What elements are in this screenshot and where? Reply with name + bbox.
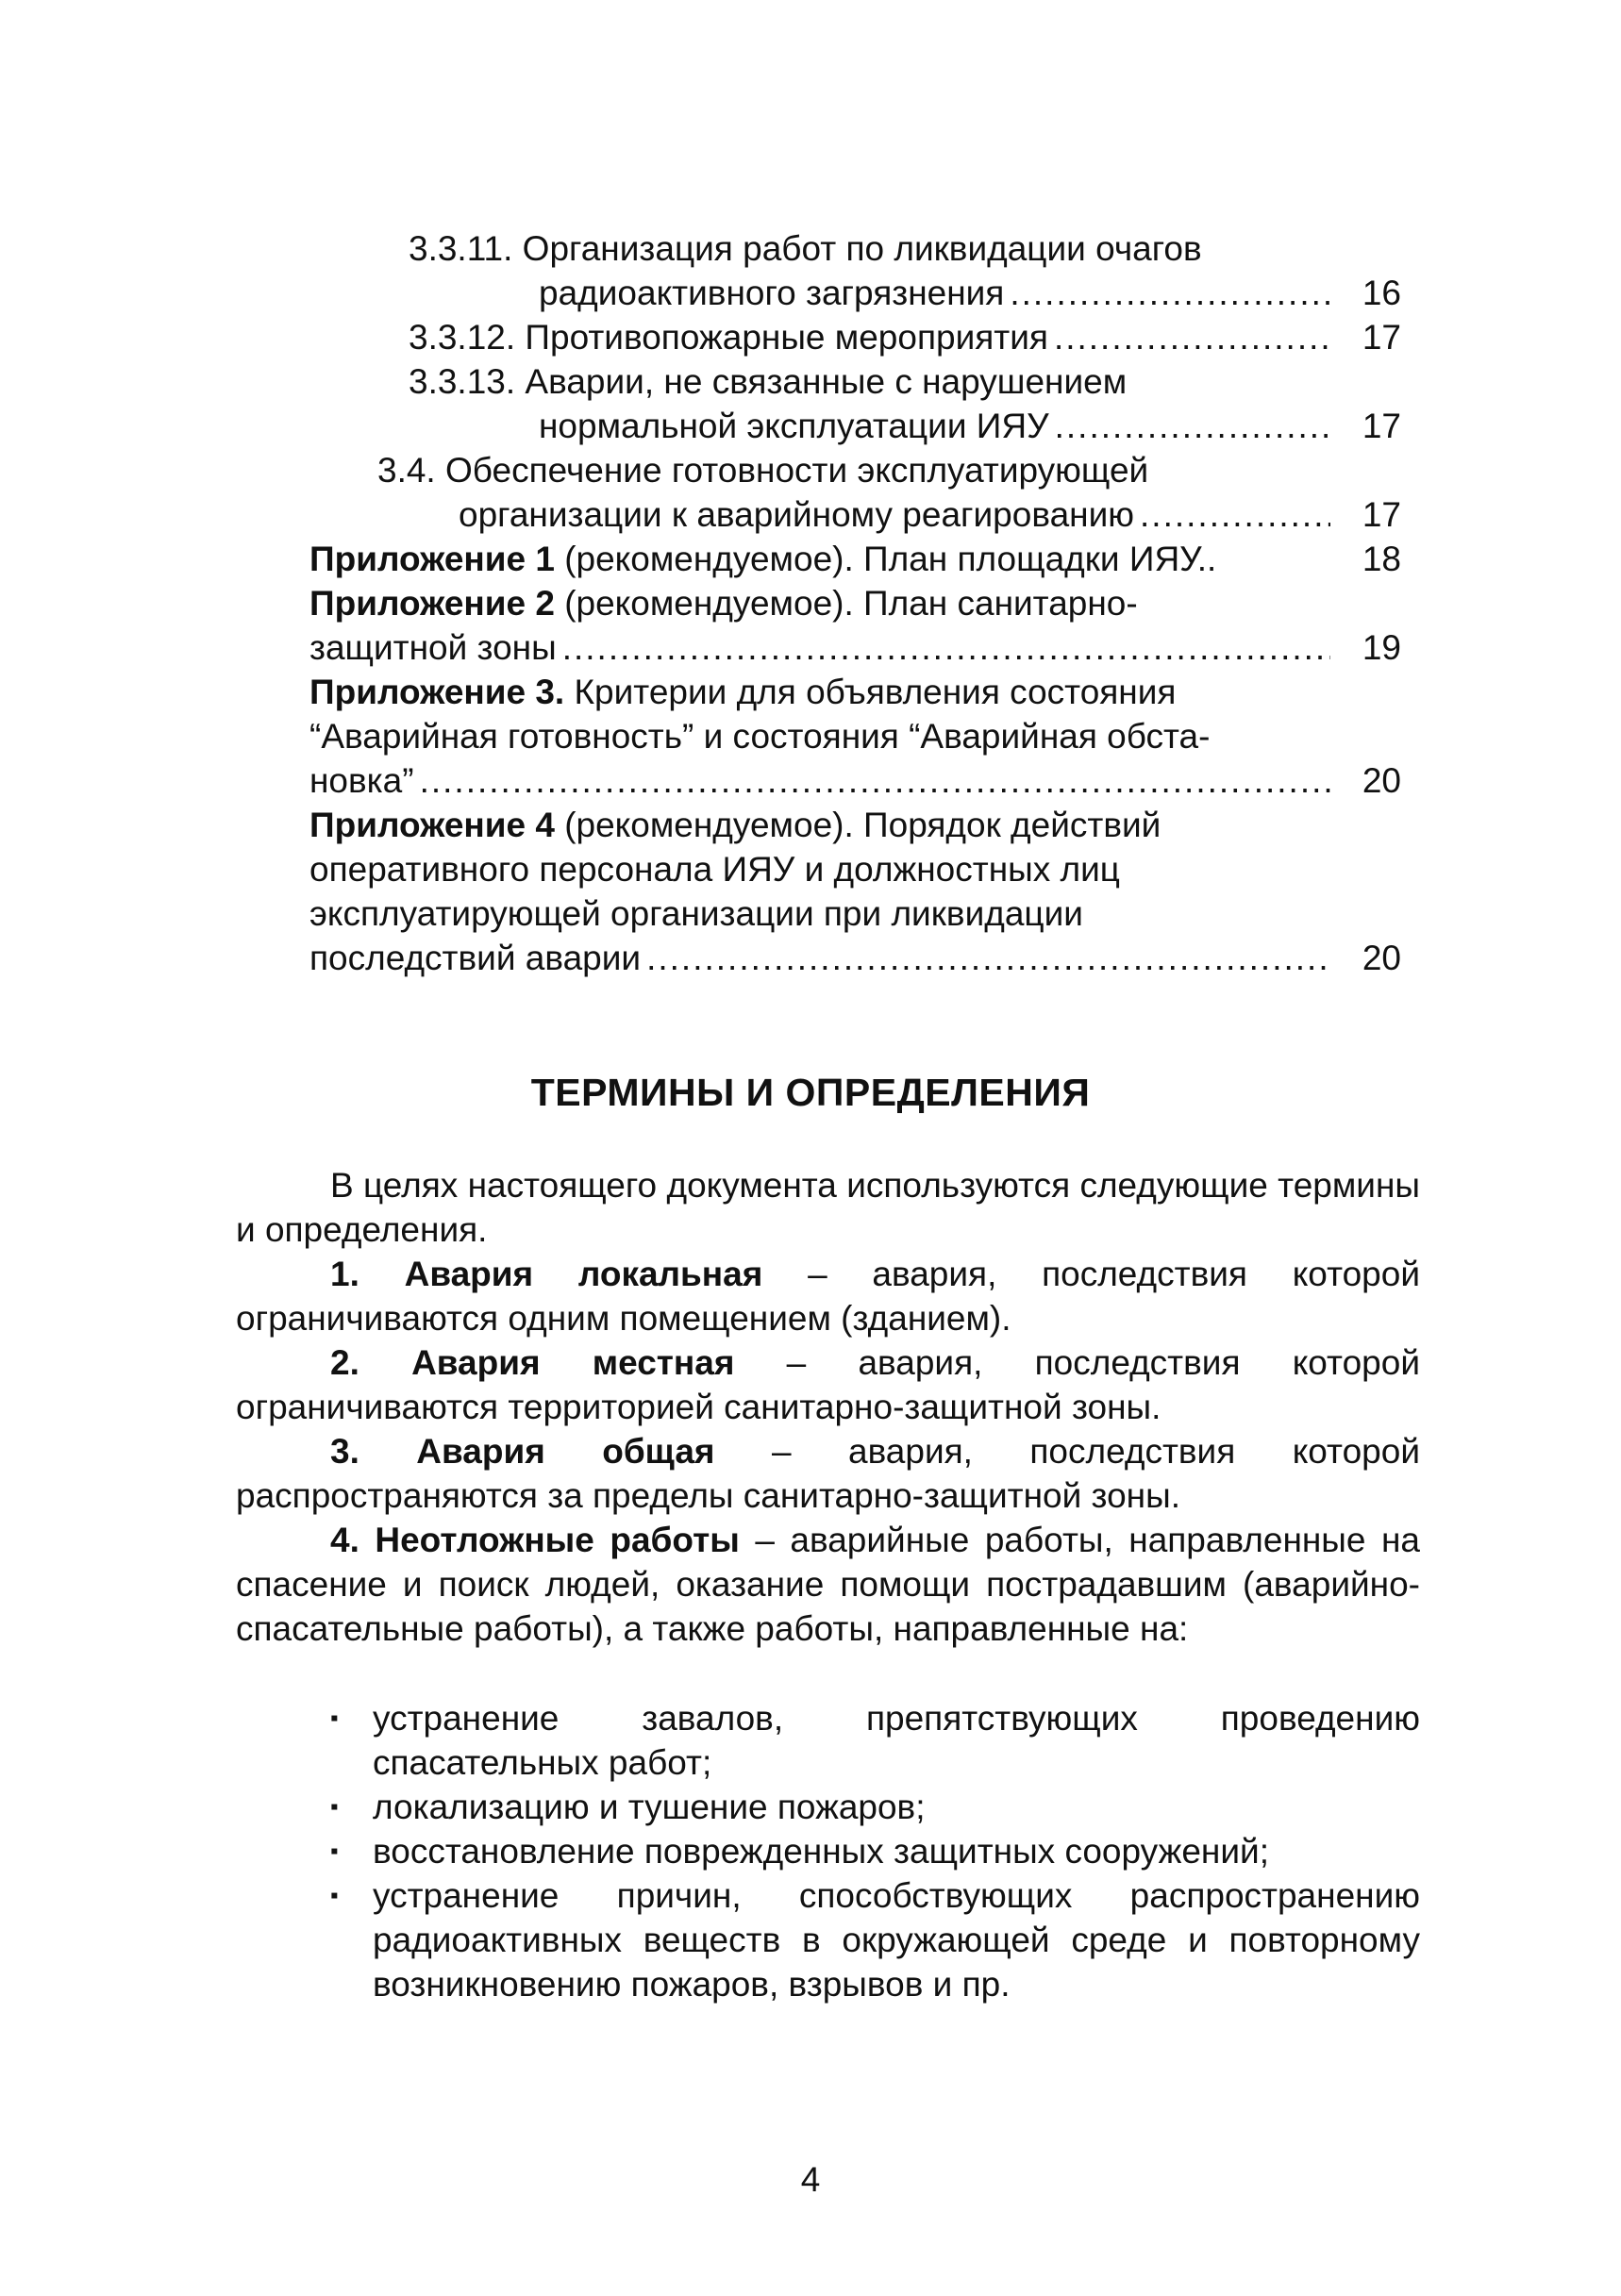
list-item-text: устранение завалов, препятствующих проведению спасательных работ; (373, 1699, 1420, 1782)
toc-appendix-2-title: Приложение 2 (309, 584, 555, 623)
toc-leader-dots (1140, 492, 1330, 538)
toc-appendix-2-text: (рекомендуемое). План санитарно- (554, 584, 1138, 623)
toc-leader-dots (562, 625, 1330, 671)
toc-appendix-3-title: Приложение 3. (309, 673, 565, 711)
page-number: 4 (800, 2160, 821, 2199)
definitions-body (236, 1163, 1420, 1651)
toc-leader-dots (1055, 404, 1330, 449)
toc-appendix-1-title: Приложение 1 (309, 540, 555, 578)
toc-3-3-13-text: нормальной эксплуатации ИЯУ (539, 407, 1049, 445)
toc-3-3-13-page: 17 (1362, 407, 1401, 445)
toc-appendix-4-text: (рекомендуемое). Порядок действий (554, 806, 1161, 844)
toc-appendix-3-line3 (309, 758, 1336, 804)
toc-3-3-11-text: радиоактивного загрязнения (539, 274, 1005, 312)
section-heading: ТЕРМИНЫ И ОПРЕДЕЛЕНИЯ (530, 1071, 1091, 1114)
term-paragraph (236, 1340, 1420, 1429)
term-name: 2. Авария местная (330, 1343, 735, 1382)
toc-3-4-text: организации к аварийному реагированию (459, 495, 1135, 534)
toc-3-3-12-text: 3.3.12. Противопожарные мероприятия (409, 318, 1048, 357)
toc-leader-dots (646, 936, 1330, 981)
term-paragraph (236, 1429, 1420, 1518)
toc-appendix-1 (309, 537, 1216, 582)
term-paragraph (236, 1252, 1420, 1340)
list-item (330, 1696, 1420, 1785)
list-item (330, 1785, 1420, 1829)
toc-3-3-13-line2 (539, 404, 1336, 449)
list-item-text: устранение причин, способствующих распространению радиоактивных веществ в окружающей среде и повторному возникновению пожаров, взрывов и пр. (373, 1876, 1420, 2004)
toc-appendix-4-line2: оперативного персонала ИЯУ и должностных лиц (309, 850, 1120, 889)
toc-3-3-11-page: 16 (1362, 274, 1401, 312)
bullet-list (330, 1696, 1420, 2006)
toc-3-3-13-line1: 3.3.13. Аварии, не связанные с нарушением (409, 362, 1128, 401)
toc-leader-dots (1010, 271, 1330, 316)
toc-3-3-11-line1: 3.3.11. Организация работ по ликвидации очагов (409, 229, 1202, 268)
intro-paragraph: В целях настоящего документа используются следующие термины и определения. (236, 1166, 1420, 1249)
term-definition: – авария, последствия которой распространяются за пределы санитарно-защитной зоны. (236, 1432, 1420, 1515)
term-definition: – авария, последствия которой ограничиваются территорией санитарно-защитной зоны. (236, 1343, 1420, 1426)
bullet-marker: ▪ (330, 1883, 339, 1908)
toc-appendix-4-text4: последствий аварии (309, 939, 642, 977)
term-definition: – аварийные работы, направленные на спасение и поиск людей, оказание помощи пострадавшим (аварийно-спасательные работы), а также работы, направленные на: (236, 1521, 1420, 1648)
toc-appendix-3-text3: новка” (309, 761, 414, 800)
toc-appendix-4-page: 20 (1362, 939, 1401, 977)
list-item-text: локализацию и тушение пожаров; (373, 1788, 926, 1826)
term-definition: – авария, последствия которой ограничиваются одним помещением (зданием). (236, 1255, 1420, 1338)
toc-appendix-2-line2 (309, 625, 1336, 671)
bullet-marker: ▪ (330, 1838, 339, 1864)
toc-3-4-line2 (459, 492, 1336, 538)
toc-3-4-page: 17 (1362, 495, 1401, 534)
toc-appendix-3-line2: “Аварийная готовность” и состояния “Аварийная обста- (309, 717, 1211, 756)
toc-appendix-3-line1 (309, 670, 1176, 715)
toc-appendix-4-line4 (309, 936, 1336, 981)
term-paragraph (236, 1518, 1420, 1651)
toc-3-3-12-page: 17 (1362, 318, 1401, 357)
term-name: 1. Авария локальная (330, 1255, 763, 1293)
toc-appendix-4-title: Приложение 4 (309, 806, 555, 844)
toc-appendix-4-line1 (309, 803, 1161, 848)
list-item (330, 1873, 1420, 2006)
term-name: 3. Авария общая (330, 1432, 715, 1471)
toc-appendix-2-page: 19 (1362, 628, 1401, 667)
bullet-marker: ▪ (330, 1705, 339, 1731)
toc-appendix-3-page: 20 (1362, 761, 1401, 800)
toc-appendix-3-text: Критерии для объявления состояния (564, 673, 1177, 711)
toc-appendix-1-text: (рекомендуемое). План площадки ИЯУ.. (554, 540, 1217, 578)
list-item (330, 1829, 1420, 1873)
toc-3-3-12 (409, 315, 1336, 360)
toc-appendix-2-line1 (309, 581, 1138, 626)
toc-3-4-line1: 3.4. Обеспечение готовности эксплуатирующей (377, 451, 1149, 490)
toc-appendix-1-page: 18 (1362, 540, 1401, 578)
toc-leader-dots (420, 758, 1330, 804)
toc-3-3-11-line2 (539, 271, 1336, 316)
toc-appendix-4-line3: эксплуатирующей организации при ликвидации (309, 894, 1083, 933)
bullet-marker: ▪ (330, 1794, 339, 1820)
list-item-text: восстановление поврежденных защитных сооружений; (373, 1832, 1269, 1871)
term-name: 4. Неотложные работы (330, 1521, 740, 1559)
toc-appendix-2-text2: защитной зоны (309, 628, 557, 667)
toc-leader-dots (1054, 315, 1330, 360)
